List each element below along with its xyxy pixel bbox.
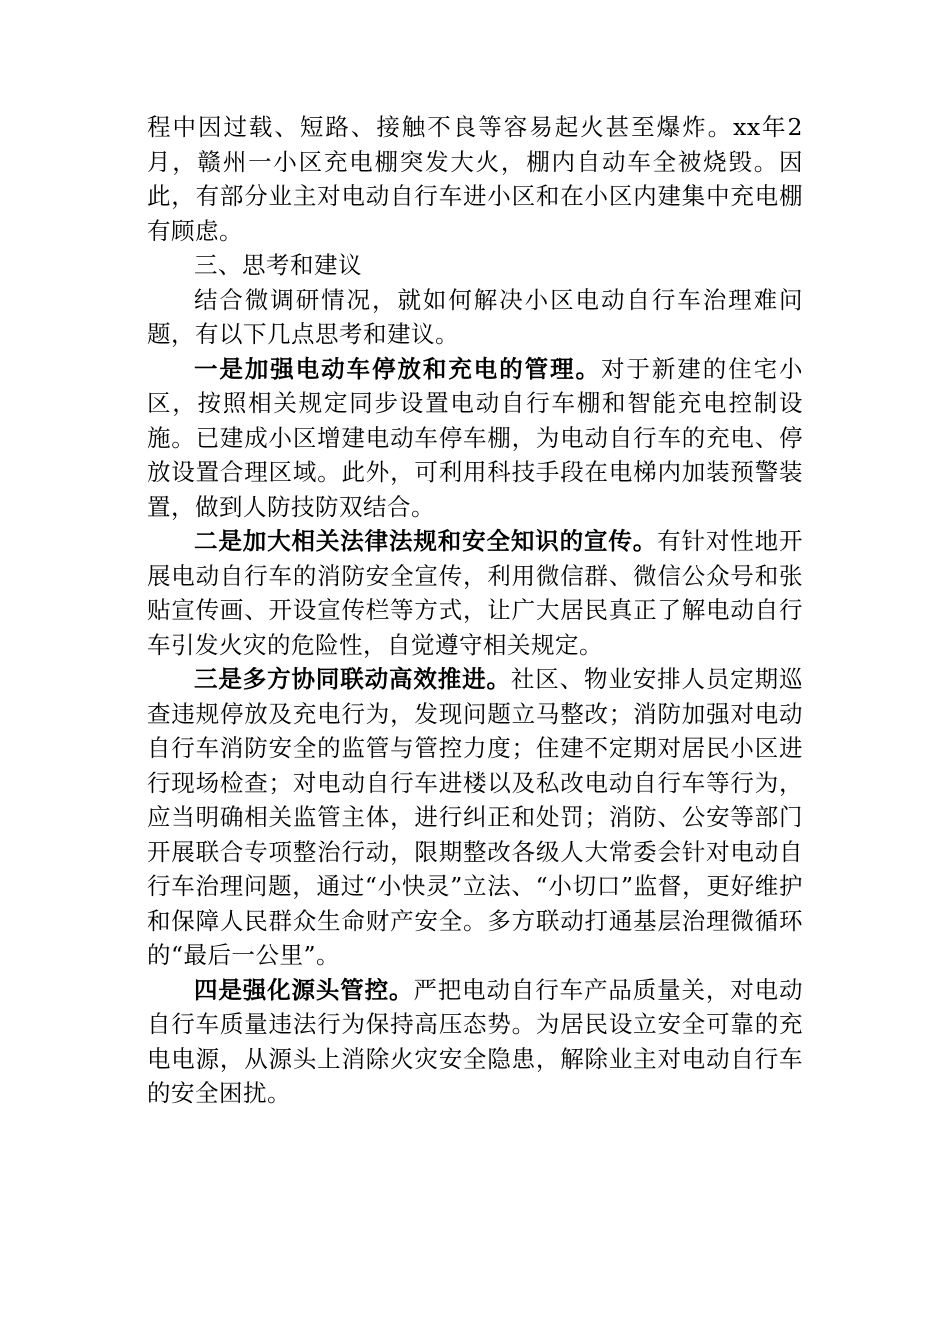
paragraph-text: 有针对性地开展电动自行车的消防安全宣传，利用微信群、微信公众号和张贴宣传画、开设宣传栏等方式，让广大居民真正了解电动自行车引发火灾的危险性，自觉遵守相关规定。: [147, 527, 803, 659]
paragraph-text: 社区、物业安排人员定期巡查违规停放及充电行为，发现问题立马整改；消防加强对电动自行车消防安全的监管与管控力度；住建不定期对居民小区进行现场检查；对电动自行车进楼以及私改电动自行车等行为，应当明确相关监管主体，进行纠正和处罚；消防、公安等部门开展联合专项整治行动，限期整改各级人大常委会针对电动自行车治理问题，通过“小快灵”立法、“小切口”监督，更好维护和保障人民群众生命财产安全。多方联动打通基层治理微循环的“最后一公里”。: [147, 665, 803, 969]
document-page: [147, 110, 803, 1111]
paragraph-lead-bold: 一是加强电动车停放和充电的管理。: [194, 354, 601, 383]
paragraph-text: 严把电动自行车产品质量关，对电动自行车质量违法行为保持高压态势。为居民设立安全可靠的充电电源，从源头上消除火灾安全隐患，解除业主对电动自行车的安全困扰。: [147, 975, 803, 1107]
paragraph-continuation: [147, 110, 803, 248]
section-heading-text: 三、思考和建议: [194, 251, 362, 279]
paragraph-lead-bold: 四是强化源头管控。: [194, 975, 414, 1004]
paragraph-lead-bold: 二是加大相关法律法规和安全知识的宣传。: [194, 527, 658, 555]
paragraph-suggestion-3: [147, 662, 803, 973]
paragraph-suggestion-4: [147, 973, 803, 1111]
paragraph-suggestion-2: [147, 524, 803, 662]
section-heading: [147, 248, 803, 283]
paragraph-lead-bold: 三是多方协同联动高效推进。: [194, 665, 511, 693]
paragraph-text: 程中因过载、短路、接触不良等容易起火甚至爆炸。xx年2月，赣州一小区充电棚突发大火，棚内自动车全被烧毁。因此，有部分业主对电动自行车进小区和在小区内建集中充电棚有顾虑。: [147, 113, 803, 245]
paragraph-text: 结合微调研情况，就如何解决小区电动自行车治理难问题，有以下几点思考和建议。: [147, 285, 803, 348]
paragraph-intro: [147, 283, 803, 352]
paragraph-suggestion-1: [147, 352, 803, 525]
paragraph-text: 对于新建的住宅小区，按照相关规定同步设置电动自行车棚和智能充电控制设施。已建成小区增建电动车停车棚，为电动自行车的充电、停放设置合理区域。此外，可利用科技手段在电梯内加装预警装置，做到人防技防双结合。: [147, 354, 804, 521]
